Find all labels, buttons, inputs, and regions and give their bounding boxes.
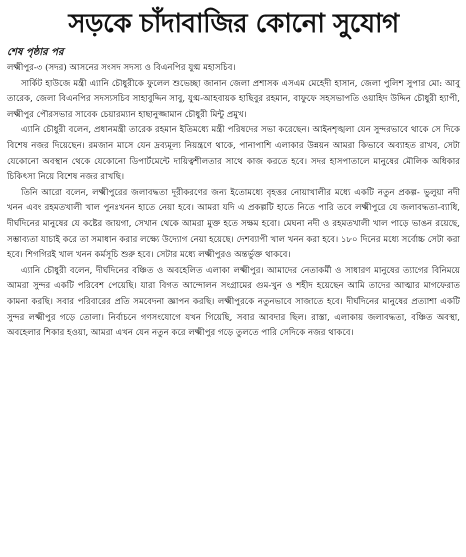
paragraph: সার্কিট হাউজে মন্ত্রী এ্যানি চৌধুরীকে ফুলেল শুভেচ্ছা জানান জেলা প্রশাসক এসএম মেহেদী হাসান, জেলা পুলিশ সুপার মো: আবু তারেক, জেলা বিএনপির সদস্যসচিব সাহাবুদ্দিন সাবু, যুগ্ম-আহবায়ক হাছিবুর রহমান, বাফুফে সহসভাপতি ওয়াহিদ উদ্দিন চৌধুরী হ্যাপী, লক্ষ্মীপুর পৌরসভার সাবেক চেয়ারম্যান হাছানুজ্জামান চৌধুরী মিন্টু প্রমুখ। <box>7 78 460 120</box>
paragraph: তিনি আরো বলেন, লক্ষ্মীপুরের জলাবদ্ধতা দূরীকরণের জন্য ইতোমধ্যে বৃহত্তর নোয়াখালীর মধ্যে একটি নতুন প্রকল্প- ভুলুয়া নদী খনন এবং রহমতখালী খাল পুনঃখনন হাতে নেয়া হবে। আমরা যদি এ প্রকল্পটি হাতে নিতে পারি তবে লক্ষ্মীপুরে যে জলাবদ্ধতা-ব্যাধি, দীর্ঘদিনের মানুষের যে কষ্টের জায়গা, সেখান থেকে আমরা মুক্ত হতে সক্ষম হবো। মেঘনা নদী ও রহমতখালী খাল পাড়ে ভাঙন রয়েছে, সম্ভাব্যতা যাচাই করে তা সমাধান করার লক্ষ্যে উদ্যোগ নেয়া হয়েছে। দেশব্যাপী খাল খনন করা হবে। ১৮০ দিনের মধ্যে সর্বোচ্চ সেটা করা হবে। শিগগিরই খাল খনন কর্মসূচি শুরু হবে। সেটার মধ্যে লক্ষ্মীপুরও অন্তর্ভুক্ত থাকবে। <box>7 187 460 261</box>
paragraph: লক্ষ্মীপুর-৩ (সদর) আসনের সংসদ সদস্য ও বিএনপির যুগ্ম মহাসচিব। <box>7 63 236 73</box>
headline: সড়কে চাঁদাবাজির কোনো সুযোগ <box>68 9 399 39</box>
paragraph: এ্যানি চৌধুরী বলেন, প্রধানমন্ত্রী তারেক রহমান ইতিমধ্যে মন্ত্রী পরিষদের সভা করেছেন। আইনশৃঙ্খলা যেন সুন্দরভাবে থাকে সে দিকে বিশেষ নজর দিয়েছেন। রমজান মাসে যেন দ্রব্যমূল্য নিয়ন্ত্রণে থাকে, পানাপাশি এলাকার উন্নয়ন আমরা কিভাবে অব্যাহত রাখব, সেটা যেকোনো অবস্থান থেকে যেকোনো ডিপার্টমেন্টে দায়িত্বশীলতার সাথে কাজ করতে হবে। সদর হাসপাতালে মানুষের মৌলিক অধিকার চিকিৎসা নিয়ে বিশেষ নজর রাখছি। <box>7 125 460 183</box>
news-clipping <box>0 4 466 557</box>
continued-from-label: শেষ পৃষ্ঠার পর <box>7 47 64 58</box>
paragraph: এ্যানি চৌধুরী বলেন, দীর্ঘদিনের বঞ্চিত ও অবহেলিত এলাকা লক্ষ্মীপুর। আমাদের নেতাকর্মী ও সাধারণ মানুষের ত্যাগের বিনিময়ে আমরা সুন্দর একটি পরিবেশ পেয়েছি। যারা বিগত আন্দোলন সংগ্রামের গুম-খুন ও শহীদ হয়েছেন আমি তাদের আত্মার মাগফেরাত কামনা করছি। সবার পরিবারের প্রতি সমবেদনা জ্ঞাপন করছি। লক্ষ্মীপুরকে নতুনভাবে সাজাতে হবে। দীর্ঘদিনের মানুষের প্রত্যাশা একটি সুন্দর লক্ষ্মীপুর গড়ে তোলা। নির্বাচনে গণসংযোগে যখন গিয়েছি, সবার আবদার ছিল। রাস্তা, এলাকায় জলাবদ্ধতা, বঞ্চিত অবস্থা, অবহেলার শিকার হওয়া, আমরা এখন যেন নতুন করে লক্ষ্মীপুর গড়ে তুলতে পারি সেদিকে নজর থাকবে। <box>7 265 460 339</box>
article-body <box>7 61 460 342</box>
